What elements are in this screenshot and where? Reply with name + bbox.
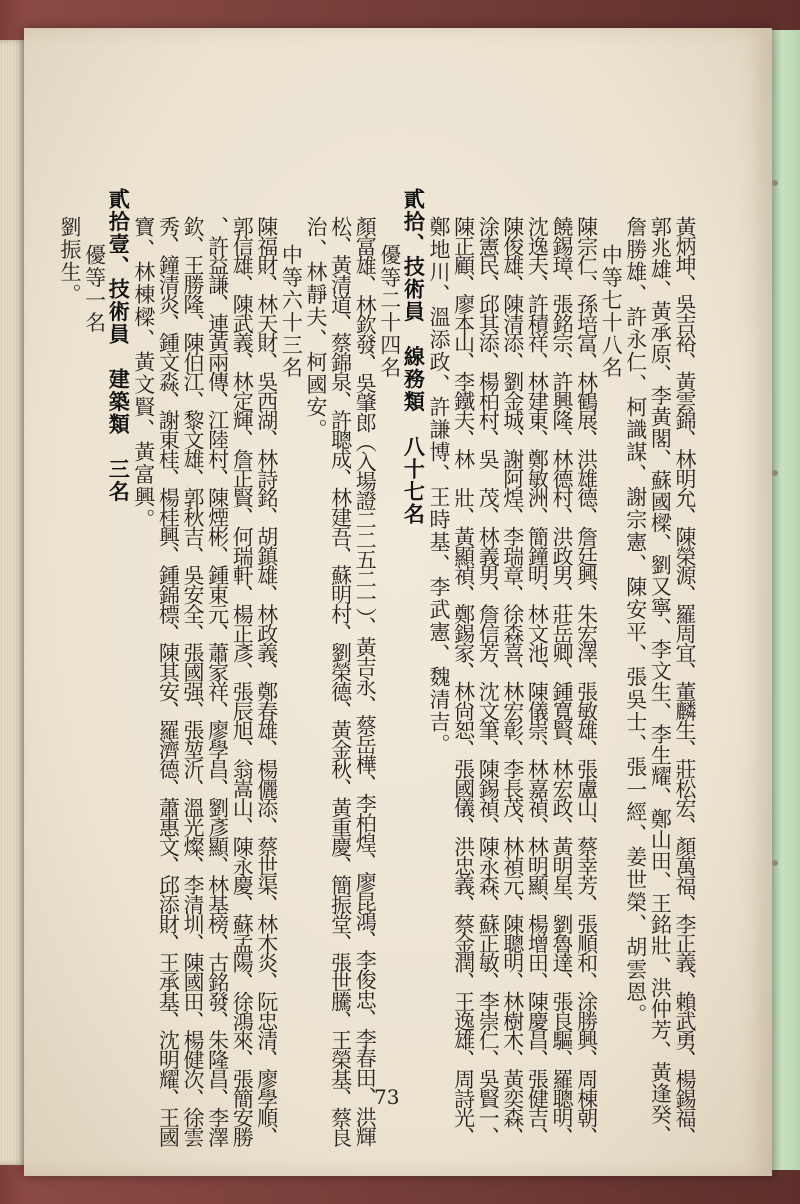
- text-column: 治、林靜夫、柯國安。: [304, 216, 328, 441]
- green-tab-strip: [770, 30, 800, 1170]
- text-column: 饒錫璋、張銘宗、許興隆、林德村、洪政男、莊岳卿、鍾寬賢、林宏政、黃明星、劉魯達、張良驅、羅聰明、: [550, 216, 574, 1146]
- text-column: 顏富雄、林欽發、吳肇郎（入場證二二五二一）、黃吉永、蔡岳樺、李柏煌、廖昆鴻、李俊忠、李春田、洪輝: [353, 216, 378, 1146]
- text-column: 陳俊雄、陳清添、劉金城、謝阿煌、李瑞章、徐森喜、林宏彰、李長茂、林禎元、陳聰明、林樹木、黃奕森、: [500, 216, 525, 1146]
- subheading: 中等六十三名: [279, 244, 304, 379]
- text-column: 詹勝雄、許永仁、柯識謀、謝宗憲、陳安平、張吳士、張一經、姜世榮、胡雲恩。: [623, 216, 648, 1026]
- text-column: 松、黃清道、蔡錦泉、許聰成、林建吾、蘇明村、劉榮德、黃金秋、黃重慶、簡振堂、張世騰、王榮基、蔡良: [328, 216, 353, 1146]
- text-column: 黃炳坤、吳吉裕、黃雲錦、林明允、陳榮源、羅周宜、董麟生、莊松宏、顏萬福、李正義、賴武勇、楊錫福、: [673, 216, 697, 1146]
- book-page: [24, 28, 772, 1176]
- page-stack-edge: [0, 40, 26, 1165]
- text-column: 陳正顧、廖本山、李鐵夫、林 壯、黃顯禎、鄭錫家、林尙恕、張國儀、洪忠義、蔡金潤、王逸雄、周詩光、: [451, 216, 476, 1146]
- text-column: 郭信雄、陳武義、林定輝、詹正賢、何瑞軒、楊正彥、張辰旭、翁嵩山、陳永慶、蘇孟陽、徐鴻來、張簡安勝: [230, 216, 255, 1146]
- text-column: 欽、王勝隆、陳伯江、黎文雄、郭秋吉、吳安全、張國强、張堃沂、溫光燦、李清圳、陳國田、楊健次、徐雲: [181, 216, 205, 1146]
- text-column: 陳宗仁、孫培富、林鶴展、洪雄德、詹廷興、朱宏澤、張敏雄、張盧山、蔡幸芳、張順和、涂勝興、周棟朝、: [574, 216, 599, 1146]
- text-column: 、許益謙、連黃兩傳、江陸村、陳煙彬、鍾東元、蕭家祥、廖學昌、劉彥顯、林基榜、古銘發、朱隆昌、李澤: [205, 216, 230, 1146]
- subheading: 優等一名: [82, 244, 107, 334]
- text-column: 沈逸夫、許積祥、林建東、鄭敏洲、簡鐘明、林文池、陳儀崇、林嘉禎、林明顯、楊增田、陳慶昌、張健吉、: [525, 216, 550, 1146]
- text-column: 秀、鐘清炎、鍾文淼、謝東桂、楊桂興、鍾錦標、陳其安、羅濟德、蕭惠文、邱添財、王承基、沈明耀、王國: [156, 216, 181, 1146]
- text-column: 涂憲民、邱其添、楊柏村、吳 茂、林義男、詹信芳、沈文筆、陳錫禎、陳永森、蘇正敏、李崇仁、吳賢一、: [476, 216, 501, 1146]
- text-column: 鄭地川、溫添政、許謙博、王時基、李武憲、魏清吉。: [427, 216, 451, 756]
- section-heading: 貳拾壹、技術員 建築類 三名: [106, 188, 132, 503]
- text-column: 陳福財、林天財、吳西湖、林詩銘、胡鎮雄、林政義、鄭春雄、楊儷添、蔡世渠、林木炎、阮忠清、廖學順、: [254, 216, 279, 1146]
- subheading: 中等七十八名: [599, 244, 624, 379]
- page-number: 73: [374, 1085, 400, 1109]
- text-column: 劉振生。: [58, 216, 82, 306]
- section-heading: 貳拾、技術員 線務類 八十七名: [401, 188, 427, 526]
- text-column: 寶、林棟樑、黃文賢、黃富興。: [131, 216, 156, 531]
- subheading: 優等二十四名: [377, 244, 402, 379]
- text-column: 郭兆雄、黃承原、李黃閣、蘇國樑、劉又寧、李文生、李生耀、鄭山田、王銘壯、洪仲芳、黃逢癸、: [648, 216, 673, 1146]
